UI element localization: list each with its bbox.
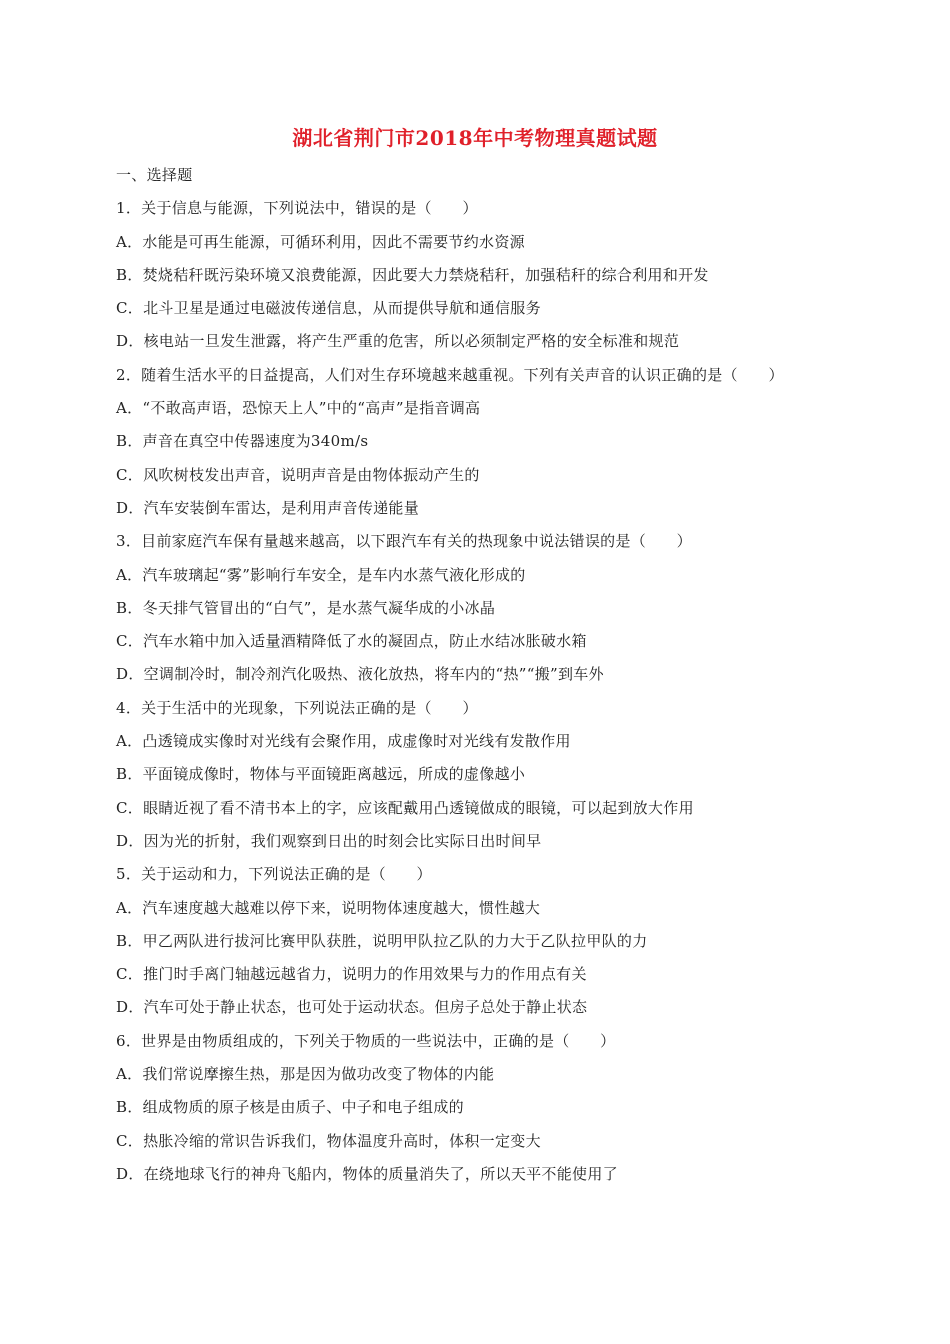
option-a: A．汽车玻璃起“雾”影响行车安全，是车内水蒸气液化形成的 (116, 565, 526, 584)
section-heading: 一、选择题 (116, 166, 193, 184)
question-stem: 1．关于信息与能源，下列说法中，错误的是（ ） (116, 199, 478, 218)
option-b: B．甲乙两队进行拔河比赛甲队获胜，说明甲队拉乙队的力大于乙队拉甲队的力 (116, 931, 648, 950)
option-a: A．水能是可再生能源，可循环利用，因此不需要节约水资源 (116, 232, 525, 251)
question-3 (116, 525, 876, 691)
document-body (116, 159, 876, 1191)
question-stem: 3．目前家庭汽车保有量越来越高，以下跟汽车有关的热现象中说法错误的是（ ） (116, 532, 692, 551)
option-b: B．声音在真空中传器速度为340m/s (116, 432, 369, 451)
option-a: A．“不敢高声语，恐惊天上人”中的“高声”是指音调高 (116, 399, 481, 418)
option-b: B．冬天排气管冒出的“白气”，是水蒸气凝华成的小冰晶 (116, 598, 496, 617)
document-title: 湖北省荆门市2018年中考物理真题试题 (292, 126, 658, 150)
option-b: B．焚烧秸秆既污染环境又浪费能源，因此要大力禁烧秸秆，加强秸秆的综合利用和开发 (116, 265, 709, 284)
option-c: C．眼睛近视了看不清书本上的字，应该配戴用凸透镜做成的眼镜，可以起到放大作用 (116, 798, 694, 817)
option-a: A．汽车速度越大越难以停下来，说明物体速度越大，惯性越大 (116, 898, 541, 917)
question-2 (116, 359, 876, 525)
question-stem: 5．关于运动和力，下列说法正确的是（ ） (116, 865, 432, 884)
option-c: C．风吹树枝发出声音，说明声音是由物体振动产生的 (116, 465, 480, 484)
option-b: B．平面镜成像时，物体与平面镜距离越远，所成的虚像越小 (116, 765, 526, 784)
question-stem: 6．世界是由物质组成的，下列关于物质的一些说法中，正确的是（ ） (116, 1031, 616, 1050)
question-4 (116, 692, 876, 858)
question-stem: 2．随着生活水平的日益提高，人们对生存环境越来越重视。下列有关声音的认识正确的是（ ） (116, 365, 784, 384)
option-c: C．北斗卫星是通过电磁波传递信息，从而提供导航和通信服务 (116, 299, 541, 318)
option-b: B．组成物质的原子核是由质子、中子和电子组成的 (116, 1098, 464, 1117)
option-d: D．汽车可处于静止状态，也可处于运动状态。但房子总处于静止状态 (116, 998, 588, 1017)
option-c: C．汽车水箱中加入适量酒精降低了水的凝固点，防止水结冰胀破水箱 (116, 632, 587, 651)
option-d: D．汽车安装倒车雷达，是利用声音传递能量 (116, 498, 420, 517)
question-6 (116, 1025, 876, 1191)
option-a: A．凸透镜成实像时对光线有会聚作用，成虚像时对光线有发散作用 (116, 732, 571, 751)
question-5 (116, 858, 876, 1024)
option-d: D．核电站一旦发生泄露，将产生严重的危害，所以必须制定严格的安全标准和规范 (116, 332, 680, 351)
option-a: A．我们常说摩擦生热，那是因为做功改变了物体的内能 (116, 1065, 495, 1084)
option-d: D．空调制冷时，制冷剂汽化吸热、液化放热，将车内的“热”“搬”到车外 (116, 665, 604, 684)
question-1 (116, 192, 876, 358)
option-d: D．因为光的折射，我们观察到日出的时刻会比实际日出时间早 (116, 831, 542, 850)
option-c: C．热胀冷缩的常识告诉我们，物体温度升高时，体积一定变大 (116, 1131, 541, 1150)
option-c: C．推门时手离门轴越远越省力，说明力的作用效果与力的作用点有关 (116, 965, 587, 984)
question-stem: 4．关于生活中的光现象，下列说法正确的是（ ） (116, 698, 478, 717)
option-d: D．在绕地球飞行的神舟飞船内，物体的质量消失了，所以天平不能使用了 (116, 1164, 618, 1183)
